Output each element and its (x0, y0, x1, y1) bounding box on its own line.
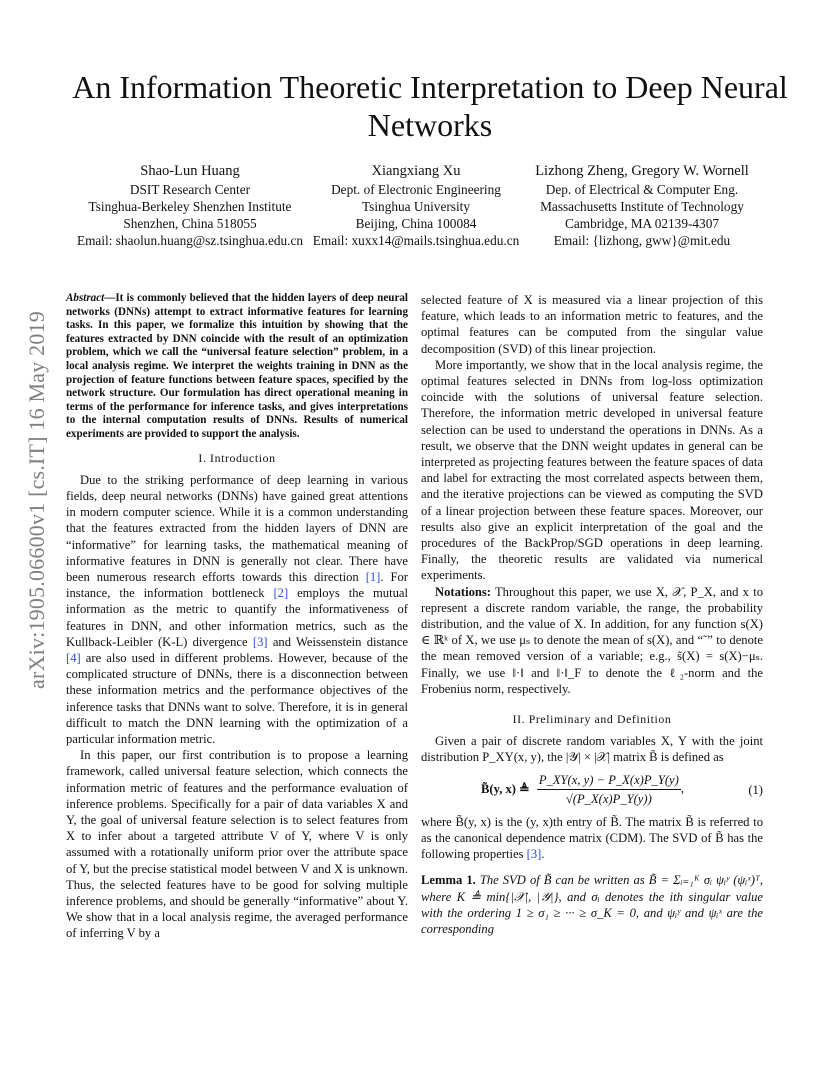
paper-title: An Information Theoretic Interpretation to Deep Neural Networks (72, 69, 788, 143)
author-affiliation: Dep. of Electrical & Computer Eng. (545, 182, 739, 197)
lemma-text: The SVD of B̃ can be written as B̃ = Σᵢ₌₁ᴷ σᵢ ψᵢʸ (ψᵢˣ)ᵀ, where K ≜ min{|𝒳|, |𝒴|}, and σᵢ denotes the ith singular value with the ordering 1 ≥ σ₁ ≥ ··· ≥ σ_K = 0, and ψᵢʸ and ψᵢˣ are the corresponding (421, 873, 763, 936)
author-affiliation: Tsinghua University (361, 199, 471, 214)
author-address: Shenzhen, China 518055 (123, 216, 257, 231)
equation-fraction (537, 772, 681, 807)
author-1 (70, 162, 310, 249)
author-address: Beijing, China 100084 (355, 216, 477, 231)
author-affiliation: Dept. of Electronic Engineering (331, 182, 501, 197)
citation-link[interactable]: [3] (252, 634, 268, 649)
right-paragraph-1: selected feature of X is measured via a linear projection of this feature, which leads to an information metric to features, and the optimal features can be computed from the singular value decomposition (SVD) of this linear projection. (421, 293, 763, 356)
author-3 (522, 162, 762, 249)
author-affiliation: Massachusetts Institute of Technology (540, 199, 744, 214)
section-heading-introduction: I. Introduction (198, 450, 276, 465)
arxiv-stamp (22, 290, 52, 710)
author-email: Email: {lizhong, gww}@mit.edu (553, 233, 731, 248)
right-column (421, 292, 763, 937)
citation-link[interactable]: [2] (273, 586, 289, 601)
citation-link[interactable]: [4] (66, 650, 81, 665)
author-email: Email: shaolun.huang@sz.tsinghua.edu.cn (76, 233, 304, 248)
lemma-1 (421, 872, 763, 937)
notations-paragraph: Notations: Throughout this paper, we use X, 𝒳, P_X, and x to represent a discrete random variable, the range, the probability distribution, and the value of X. In addition, for any function s(X) ∈ ℝᵏ of X, we use μₛ to denote the mean of s(X), and “˜” to denote the mean removed version of a variable; e.g., s̃(X) = s(X)−μₛ. Finally, we use ‖·‖ and ‖·‖_F to denote the ℓ₂-norm and the Frobenius norm, respectively. (421, 584, 763, 696)
equation-lhs: B̃(y, x) ≜ (481, 782, 530, 797)
abstract-lead: Abstract (66, 292, 105, 304)
prelim-paragraph-2: where B̃(y, x) is the (y, x)th entry of B̃. The matrix B̃ is referred to as the canonical dependence matrix (CDM). The SVD of B̃ has the following properties [3]. (421, 814, 763, 862)
citation-link[interactable]: [1] (365, 569, 381, 584)
author-address: Cambridge, MA 02139-4307 (564, 216, 719, 231)
author-name: Shao-Lun Huang (140, 163, 240, 179)
arxiv-identifier: arXiv:1905.06600v1 [cs.IT] 16 May 2019 (24, 311, 49, 689)
intro-paragraph-1: Due to the striking performance of deep learning in various fields, deep neural networks (DNNs) have gained great attentions in modern computer science. While it is a common understanding that the features extracted from the hidden layers of DNN are “informative” for learning tasks, the mathematical meaning of informative features in DNN is generally not clear. There have been numerous research efforts towards this direction [1]. For instance, the information bottleneck [2] employs the mutual information as the metric to quantify the informativeness of features in DNN, and other information metrics, such as the Kullback-Leibler (K-L) divergence [3] and Weissenstein distance [4] are also used in different problems. However, because of the complicated structure of DNNs, there is a disconnection between these information metrics and the performance objectives of the inference tasks that DNNs want to solve. Therefore, it is in general difficult to match the DNN learning with the optimization of a particular information metric. (66, 472, 408, 746)
equation-numerator: P_XY(x, y) − P_X(x)P_Y(y) (537, 772, 681, 790)
abstract-text: —It is commonly believed that the hidden layers of deep neural networks (DNNs) attempt to extract informative features for learning tasks. In this paper, we formalize this intuition by showing that the features extracted by DNN coincide with the result of an optimization problem, which we call the “universal feature selection” problem, in a local analysis regime. We interpret the weights training in DNN as the projection of feature functions between feature spaces, specified by the network structure. Our formulation has direct operational meaning in terms of the performance for inference tasks, and gives interpretations to the internal computation results of DNNs. Results of numerical experiments are provided to support the analysis. (66, 292, 408, 440)
abstract (66, 292, 408, 442)
author-name: Lizhong Zheng, Gregory W. Wornell (535, 163, 749, 179)
equation-1: B̃(y, x) ≜ $\frac{P\_XY(x, y) - P\_X(x)P\_Y(y)}{√(P\_X(x)P\_Y(y))}$ , (1) (481, 772, 763, 806)
equation-denominator: √(P_X(x)P_Y(y)) (565, 791, 652, 806)
equation-number: (1) (748, 782, 763, 797)
intro-paragraph-2: In this paper, our first contribution is to propose a learning framework, called universal feature selection, which connects the information metric of features and the performance evaluation of inference problems. Specifically for a pair of data variables X and Y, the goal of universal feature selection is to select features from X to infer about a targeted attribute V of Y, where V is only assumed with a rotationally uniform prior over the attribute space of Y, but the precise statistical model between V and X is unknown. Thus, the selected features have to be good for solving multiple inference problems, and should be generally “informative” about Y. We show that in a local analysis regime, the averaged performance of inferring V by a (66, 748, 408, 941)
citation-link[interactable]: [3] (526, 847, 542, 862)
lemma-label: Lemma 1. (421, 873, 476, 888)
notations-label: Notations: (435, 584, 491, 599)
author-affiliation: DSIT Research Center (129, 182, 251, 197)
section-heading-preliminary: II. Preliminary and Definition (512, 712, 672, 727)
prelim-paragraph-1: Given a pair of discrete random variables X, Y with the joint distribution P_XY(x, y), the |𝒴| × |𝒳| matrix B̃ is defined as (421, 734, 763, 765)
author-name: Xiangxiang Xu (371, 163, 461, 179)
right-paragraph-2: More importantly, we show that in the local analysis regime, the optimal features selected in DNNs from log-loss optimization coincide with the solutions of universal feature selection. Therefore, the information metric developed in universal feature selection can be used to understand the operations in DNNs. As a result, we observe that the DNN weight updates in general can be interpreted as projecting features between the feature spaces of data and label for extracting the most correlated aspects between them, and the iterative projections can be viewed as computing the SVD of a linear projection between these feature spaces. Moreover, our results also give an explicit interpretation of the goal and the procedures of the BackProp/SGD operations in deep learning. Finally, the theoretic results are validated via numerical experiments. (421, 357, 763, 583)
author-affiliation: Tsinghua-Berkeley Shenzhen Institute (88, 199, 292, 214)
author-email: Email: xuxx14@mails.tsinghua.edu.cn (312, 233, 520, 248)
left-column (66, 292, 408, 942)
author-2 (310, 162, 522, 249)
